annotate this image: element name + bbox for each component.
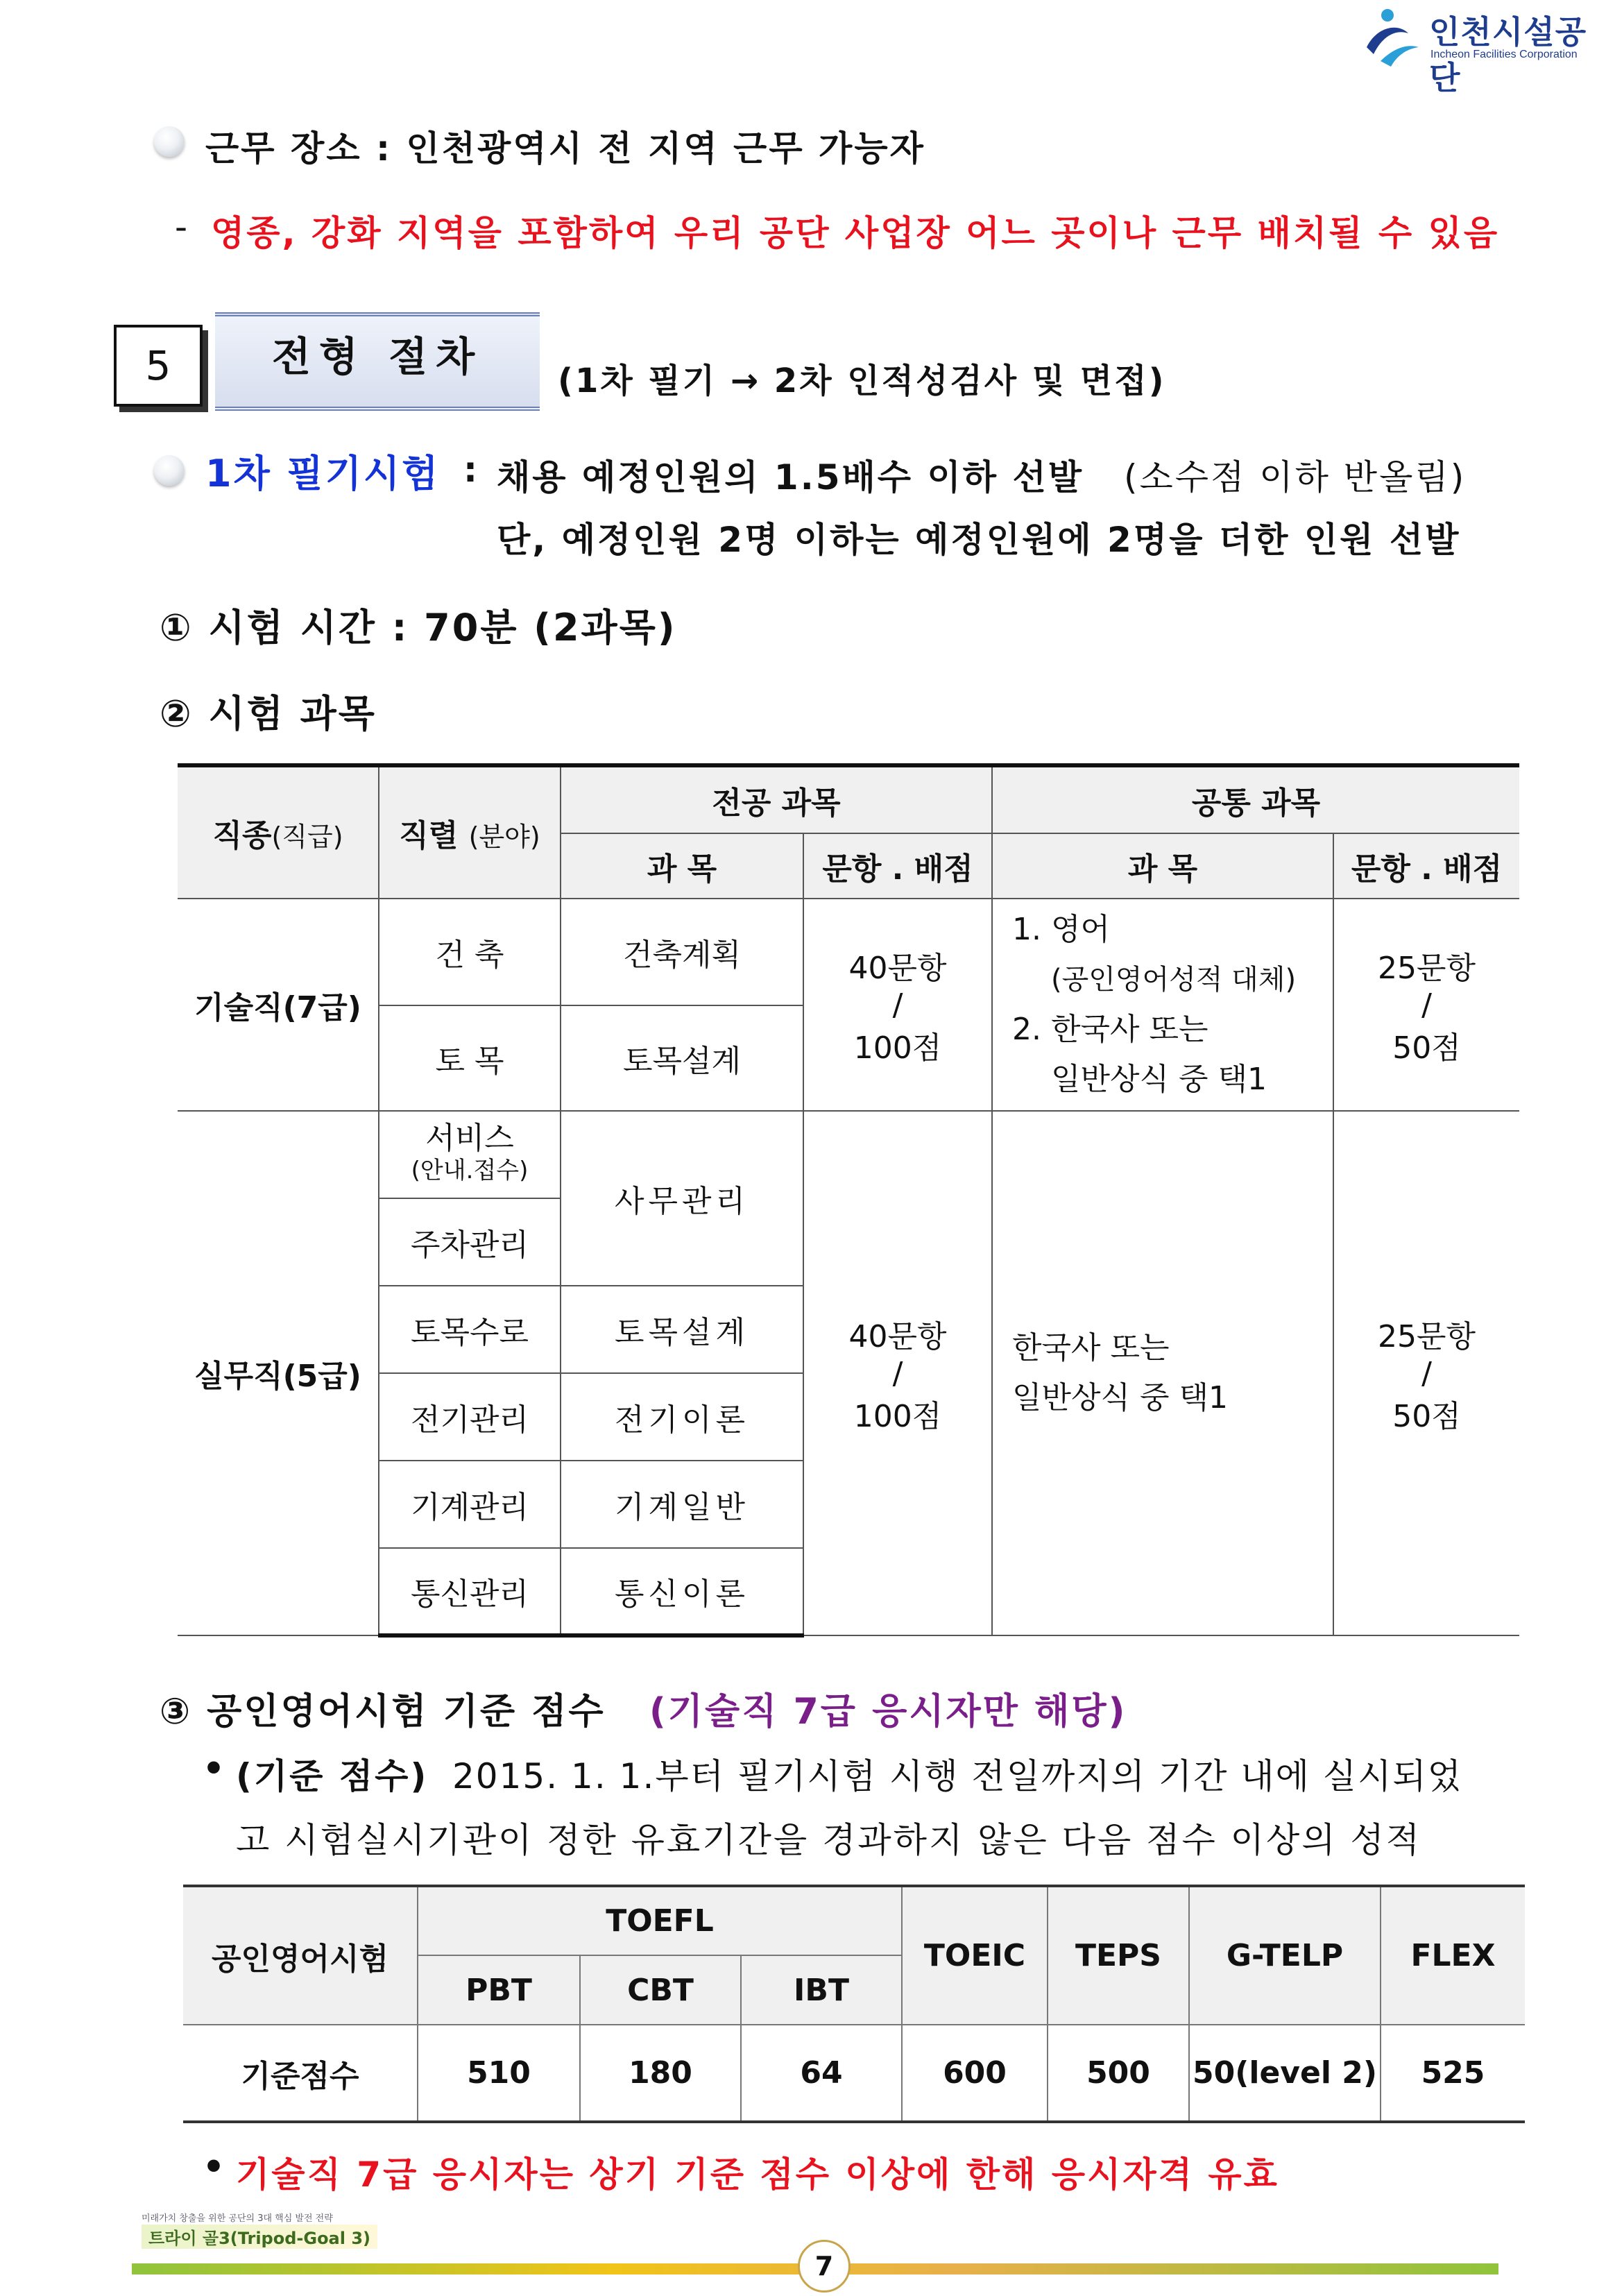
subject-office: 사무관리 [561,1111,803,1286]
criteria-text-2: 고 시험실시기관이 정한 유효기간을 경과하지 않은 다음 점수 이상의 성적 [236,1820,1422,1860]
series-cell: 토 목 [379,1005,561,1111]
header-pbt: PBT [418,1955,580,2025]
english-title: ③ 공인영어시험 기준 점수 [160,1691,606,1733]
series-parking: 주차관리 [379,1198,561,1286]
work-location-note: 영종, 강화 지역을 포함하여 우리 공단 사업장 어느 곳이나 근무 배치될 수 있음 [211,213,1500,253]
header-series: 직렬 (분야) [379,765,561,899]
series-cell: 토목수로 [379,1286,561,1373]
org-name-en: Incheon Facilities Corporation [1430,49,1578,60]
header-ibt: IBT [741,1955,902,2025]
score-flex: 525 [1381,2025,1525,2122]
subject-cell: 토목설계 [561,1005,803,1111]
bullet-icon [154,455,185,486]
dash: - [175,207,190,247]
exam-subjects-heading: ② 시험 과목 [160,692,377,735]
series-cell: 전기관리 [379,1373,561,1461]
bullet-dot: • [203,1749,227,1789]
subject-cell: 기계일반 [561,1461,803,1548]
org-name-ko: 인천시설공단 [1429,13,1587,96]
subject-cell: 토목설계 [561,1286,803,1373]
section-subtitle: (1차 필기 → 2차 인적성검사 및 면접) [558,362,1166,400]
score-gtelp: 50(level 2) [1189,2025,1381,2122]
footer-slogan: 트라이 골3(Tripod-Goal 3) [142,2225,377,2249]
job-office: 실무직(5급) [178,1111,379,1635]
office-common: 한국사 또는 일반상식 중 택1 [992,1111,1333,1635]
english-title-note: (기술직 7급 응시자만 해당) [649,1691,1127,1733]
header-score-common: 문항 . 배점 [1333,833,1519,899]
written-exam-desc: 채용 예정인원의 1.5배수 이하 선발 [497,457,1084,498]
job-tech: 기술직(7급) [178,899,379,1111]
footer-slogan-small: 미래가치 창출을 위한 공단의 3대 핵심 발전 전략 [142,2213,333,2224]
header-gtelp: G-TELP [1189,1886,1381,2025]
tech-score: 40문항 / 100점 [803,899,992,1111]
header-common: 공통 과목 [992,765,1519,833]
section-number: 5 [114,325,203,407]
series-cell: 건 축 [379,899,561,1005]
series-service: 서비스 (안내.접수) [379,1111,561,1198]
subject-cell: 통신이론 [561,1548,803,1635]
score-cbt: 180 [580,2025,741,2122]
series-cell: 통신관리 [379,1548,561,1635]
work-location-label: 근무 장소 : 인천광역시 전 지역 근무 가능자 [205,128,925,169]
series-cell: 기계관리 [379,1461,561,1548]
score-teps: 500 [1048,2025,1189,2122]
english-score-table [183,1885,1525,2123]
header-toefl: TOEFL [418,1886,902,1955]
criteria-text-1: 2015. 1. 1.부터 필기시험 시행 전일까지의 기간 내에 실시되었 [452,1756,1462,1796]
header-major: 전공 과목 [561,765,992,833]
header-teps: TEPS [1048,1886,1189,2025]
header-subject: 과 목 [561,833,803,899]
header-score: 문항 . 배점 [803,833,992,899]
score-pbt: 510 [418,2025,580,2122]
page-number: 7 [798,2240,851,2293]
header-subject-common: 과 목 [992,833,1333,899]
written-exam-title: 1차 필기시험 [205,452,441,495]
header-flex: FLEX [1381,1886,1525,2025]
score-ibt: 64 [741,2025,902,2122]
incheon-logo-icon [1360,6,1422,68]
tech-common-score: 25문항 / 50점 [1333,899,1519,1111]
header-toeic: TOEIC [902,1886,1048,2025]
header-cbt: CBT [580,1955,741,2025]
written-exam-desc-note: (소수점 이하 반올림) [1124,457,1467,498]
subject-cell: 전기이론 [561,1373,803,1461]
final-note: 기술직 7급 응시자는 상기 기준 점수 이상에 한해 응시자격 유효 [236,2154,1279,2195]
office-common-score: 25문항 / 50점 [1333,1111,1519,1635]
section-title: 전형 절차 [215,312,540,411]
exam-time: ① 시험 시간 : 70분 (2과목) [160,606,677,649]
colon: : [463,450,479,490]
score-toeic: 600 [902,2025,1048,2122]
exam-subject-table [178,763,1519,1638]
bullet-dot: • [203,2147,227,2187]
bullet-icon [154,126,185,157]
row-label: 기준점수 [183,2025,418,2122]
tech-common: 1. 영어 (공인영어성적 대체) 2. 한국사 또는 일반상식 중 택1 [992,899,1333,1111]
criteria-label: (기준 점수) [236,1756,429,1796]
subject-cell: 건축계획 [561,899,803,1005]
header-job: 직종(직급) [178,765,379,899]
header-test: 공인영어시험 [183,1886,418,2025]
office-score: 40문항 / 100점 [803,1111,992,1635]
written-exam-line2: 단, 예정인원 2명 이하는 예정인원에 2명을 더한 인원 선발 [497,520,1461,560]
